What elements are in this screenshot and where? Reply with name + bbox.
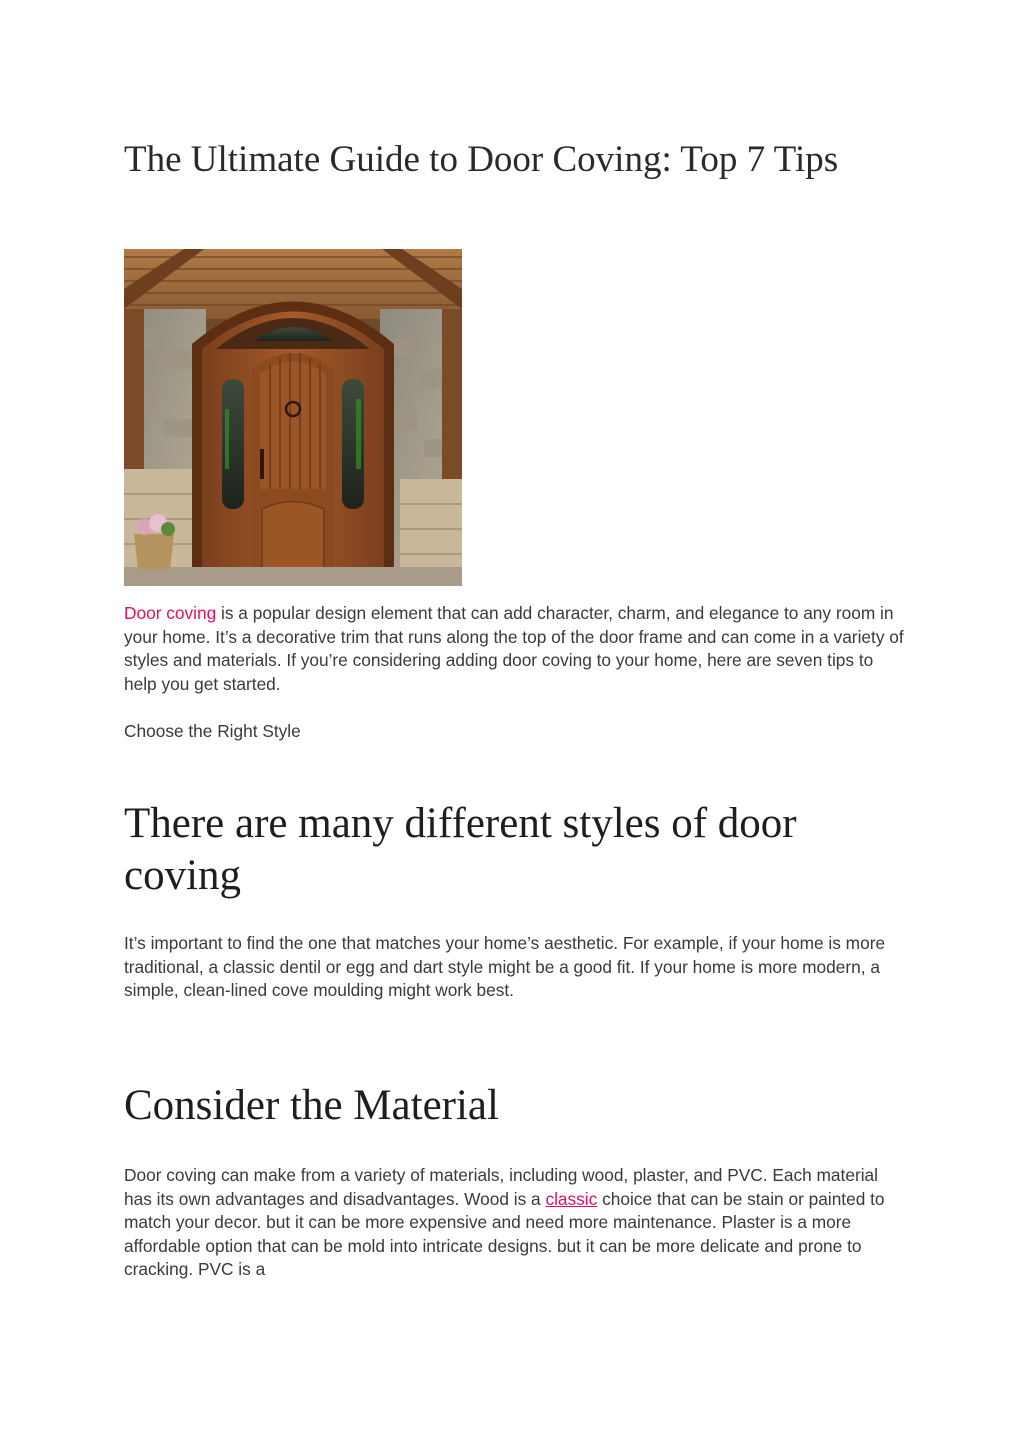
section-heading-styles: There are many different styles of door coving: [124, 800, 797, 899]
section-heading-material: Consider the Material: [124, 1082, 499, 1129]
intro-paragraph: [124, 602, 904, 696]
material-text-before: Door coving can make from a variety of materials, including wood, plaster, and PVC. Each material has its own advantages and disadvantages. Wood is a: [124, 1165, 879, 1209]
styles-paragraph: It’s important to find the one that matches your home’s aesthetic. For example, if your home is more traditional, a classic dentil or egg and dart style might be a good fit. If your home is more modern, a simple, clean-lined cove moulding might work best.: [124, 933, 886, 1001]
hero-image: [124, 249, 462, 586]
door-coving-link[interactable]: Door coving: [124, 603, 217, 623]
classic-link[interactable]: classic: [545, 1188, 598, 1209]
intro-text: is a popular design element that can add character, charm, and elegance to any room in your home. It’s a decorative trim that runs along the top of the door frame and can come in a variety of styles and materials. If you’re considering adding door coving to your home, here are seven tips to help you get started.: [124, 603, 904, 694]
choose-style-text: Choose the Right Style: [124, 721, 301, 741]
page-title: The Ultimate Guide to Door Coving: Top 7 Tips: [124, 139, 839, 180]
material-text-after: choice that can be stain or painted to match your decor. but it can be more expensive and need more maintenance. Plaster is a more affordable option that can be mold into intricate designs. but it can be more delicate and prone to cracking. PVC is a: [124, 1188, 885, 1280]
material-paragraph: [124, 1164, 904, 1282]
